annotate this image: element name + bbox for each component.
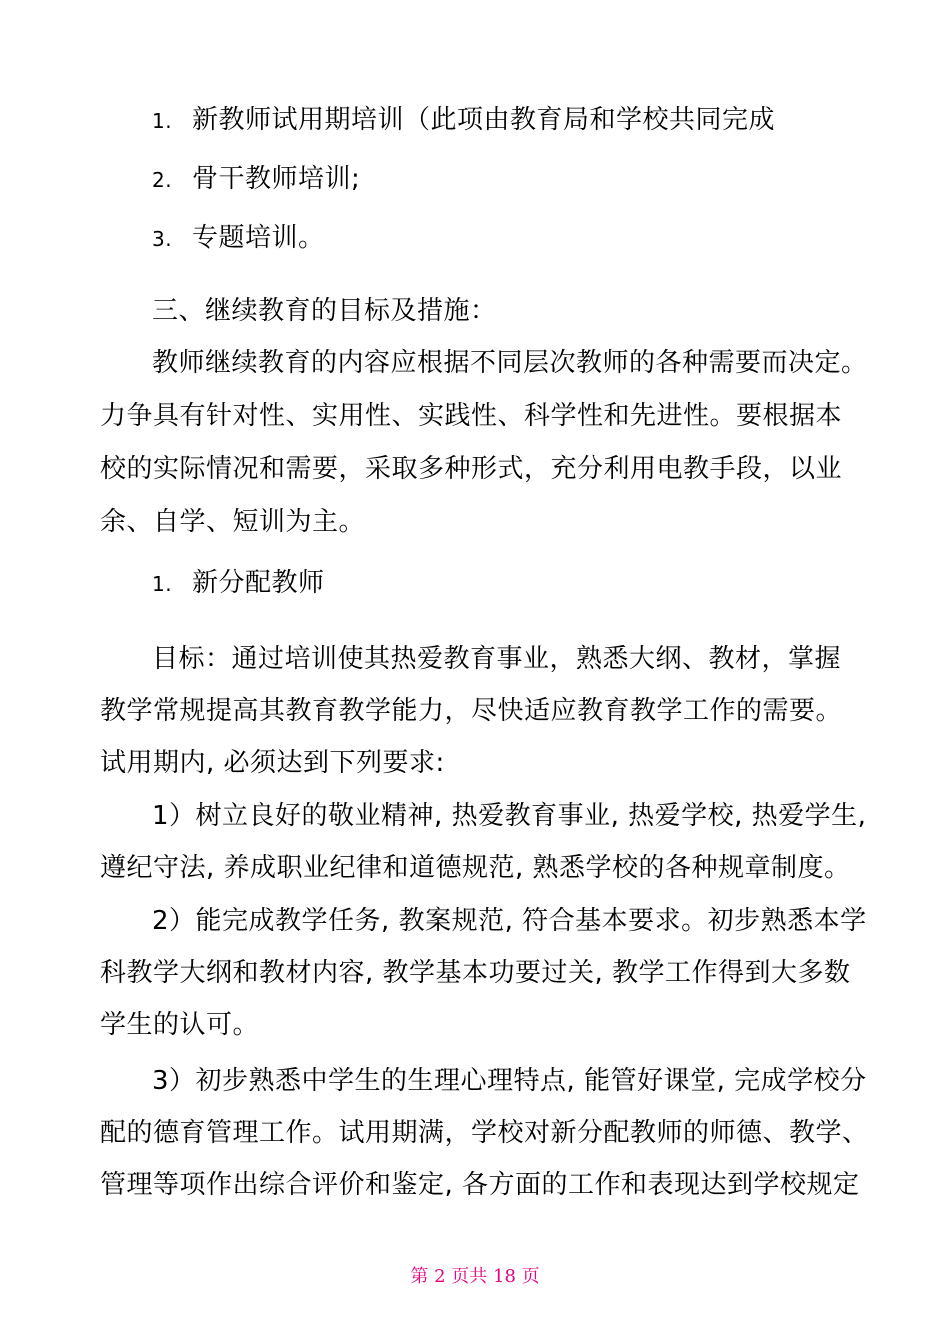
requirement-line: 2）能完成教学任务, 教案规范, 符合基本要求。初步熟悉本学 [152,906,867,936]
list-item-2 [152,162,360,197]
paragraph-line: 力争具有针对性、实用性、实践性、科学性和先进性。要根据本 [100,401,843,431]
list-text: 骨干教师培训; [192,164,361,194]
paragraph-line: 余、自学、短训为主。 [100,507,366,537]
requirement-line: 管理等项作出综合评价和鉴定, 各方面的工作和表现达到学校规定 [100,1170,860,1200]
list-number: 1. [152,109,173,133]
requirement-line: 学生的认可。 [100,1010,260,1040]
paragraph-line: 试用期内, 必须达到下列要求: [100,748,445,778]
paragraph-line: 教师继续教育的内容应根据不同层次教师的各种需要而决定。 [152,348,868,378]
list-number: 3. [152,227,173,251]
list-text: 新分配教师 [192,568,325,598]
requirement-line: 配的德育管理工作。试用期满，学校对新分配教师的师德、教学、 [100,1118,869,1148]
list-number: 1. [152,572,173,596]
page-footer: 第 2 页共 18 页 [410,1266,540,1287]
requirement-line: 科教学大纲和教材内容, 教学基本功要过关, 教学工作得到大多数 [100,958,851,988]
paragraph-line: 目标：通过培训使其热爱教育事业，熟悉大纲、教材，掌握 [152,644,842,674]
list-text: 新教师试用期培训（此项由教育局和学校共同完成 [192,105,776,135]
list-item-3 [152,221,325,256]
section-heading: 三、继续教育的目标及措施： [152,296,497,326]
requirement-line: 3）初步熟悉中学生的生理心理特点, 能管好课堂, 完成学校分 [152,1066,867,1096]
requirement-line: 遵纪守法, 养成职业纪律和道德规范, 熟悉学校的各种规章制度。 [100,853,851,883]
sub-item [152,566,325,601]
list-item-1 [152,103,775,138]
list-number: 2. [152,168,173,192]
paragraph-line: 教学常规提高其教育教学能力，尽快适应教育教学工作的需要。 [100,696,843,726]
list-text: 专题培训。 [192,223,325,253]
requirement-line: 1）树立良好的敬业精神, 热爱教育事业, 热爱学校, 热爱学生, [152,801,867,831]
paragraph-line: 校的实际情况和需要，采取多种形式，充分利用电教手段，以业 [100,454,843,484]
